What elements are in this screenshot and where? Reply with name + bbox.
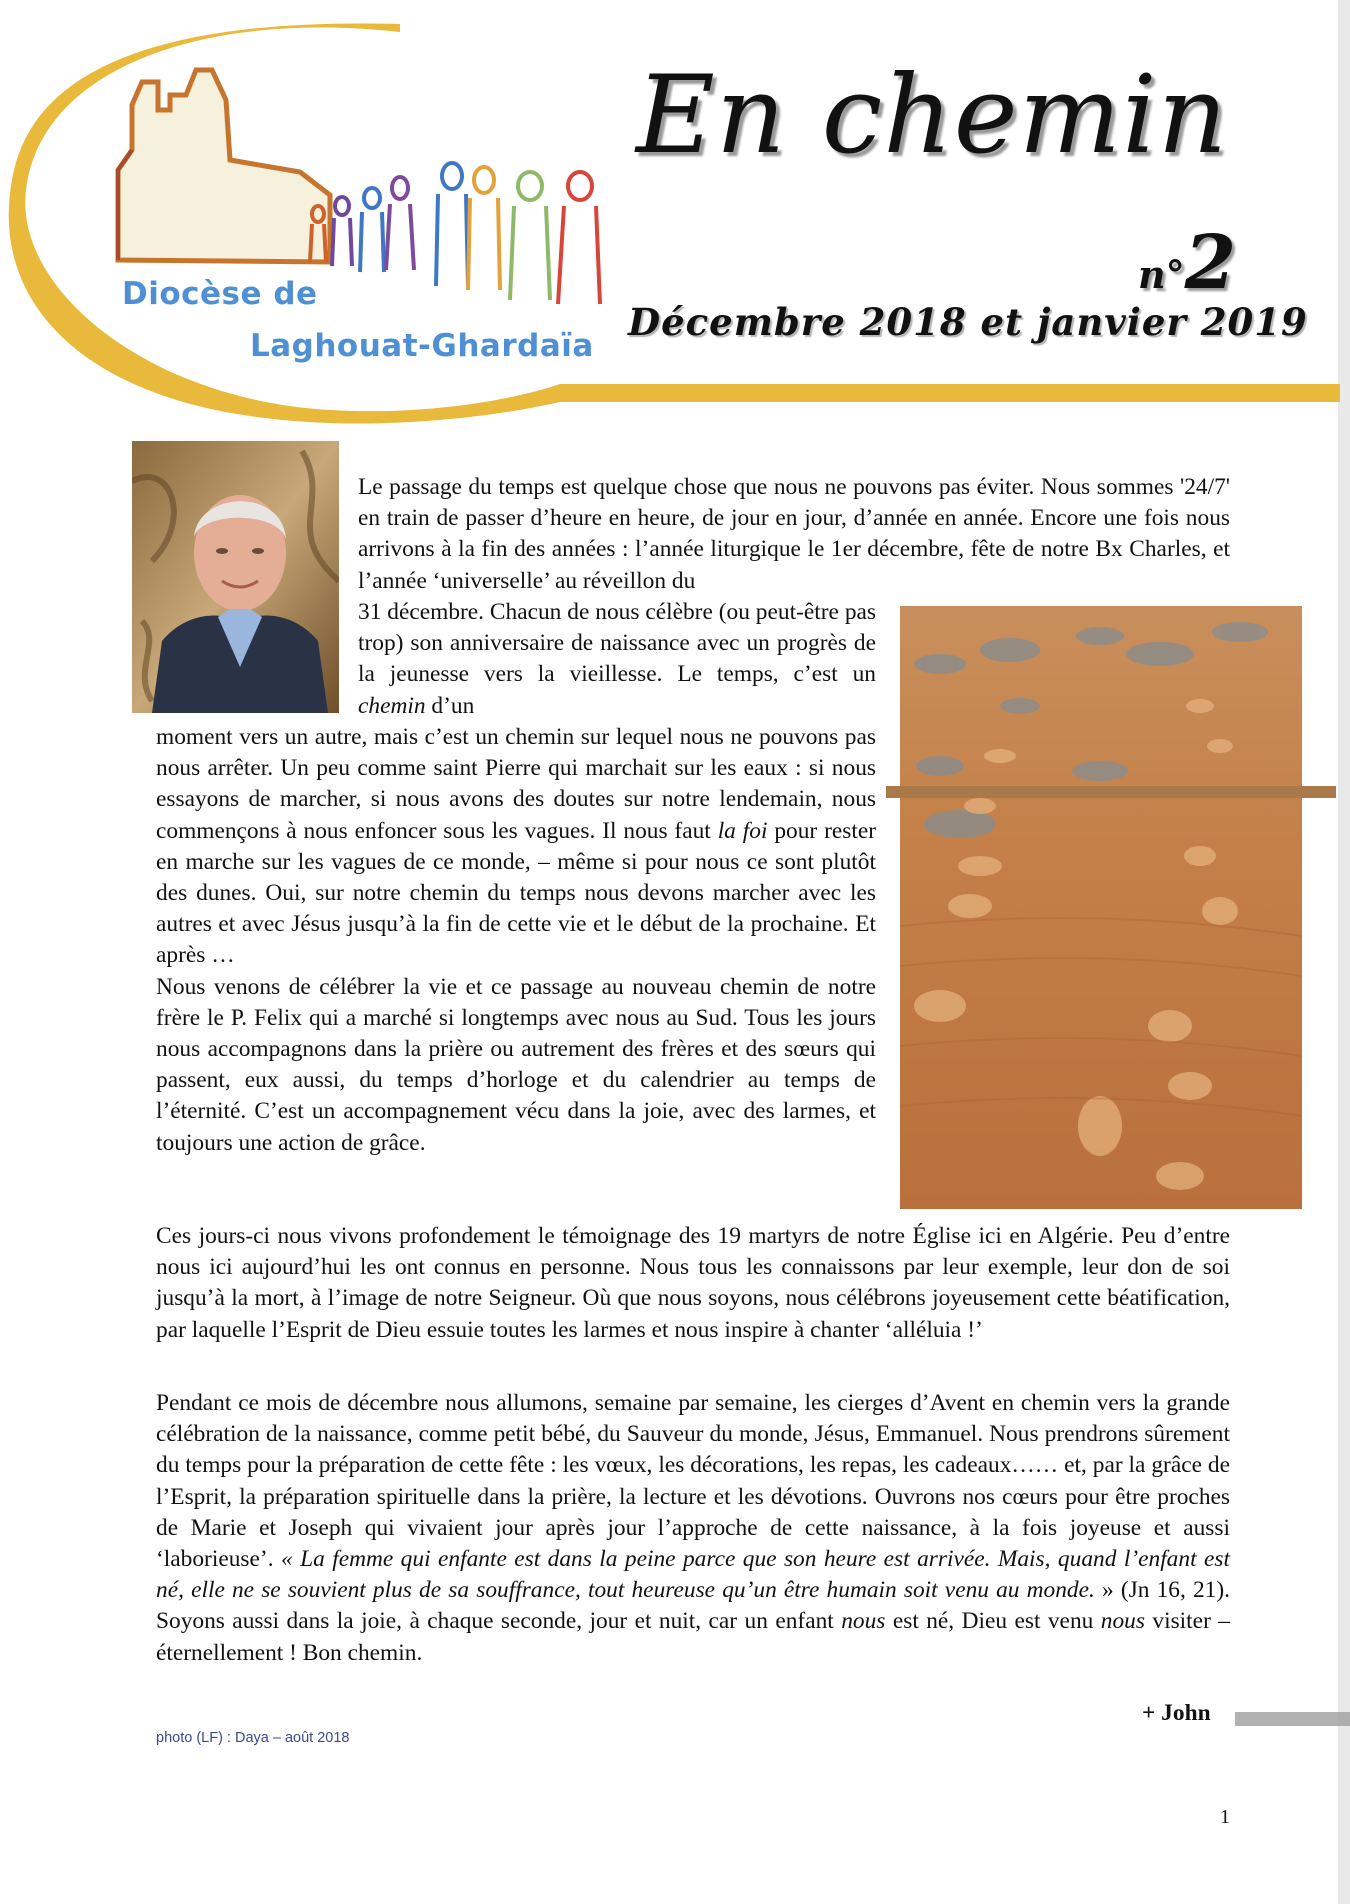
p1-after-chemin: d’un xyxy=(431,692,475,719)
article-paragraph-1-and-2 xyxy=(156,722,876,1159)
photo-caption: photo (LF) : Daya – août 2018 xyxy=(156,1730,350,1746)
p1-rest-b: pour rester en marche sur les vagues de ce monde, – même si pour nous ce sont plutôt des dunes. Oui, sur notre chemin du temps nous devons marcher avec les autres et avec Jésus jusqu’à la fin de cette vie et le début de la prochaine. Et après … xyxy=(156,817,877,969)
issue-prefix: n° xyxy=(1138,252,1185,297)
issue-number xyxy=(1138,220,1236,306)
issue-date: Décembre 2018 et janvier 2019 xyxy=(628,300,1308,344)
article-intro xyxy=(358,472,1230,597)
intro-text: Le passage du temps est quelque chose que nous ne pouvons pas éviter. Nous sommes '24/7' en train de passer d’heure en heure, de jour en jour, d’année en année. Encore une fois nous arrivons à la fin des années : l’année liturgique le 1er décembre, fête de notre Bx Charles, et l’année ‘universelle’ au réveillon du xyxy=(358,474,1230,594)
la-foi-emphasis: la foi xyxy=(717,817,768,844)
p4-b: » (Jn 16, 21). Soyons aussi dans la joie, à chaque seconde, jour et nuit, car un enfant xyxy=(156,1577,1230,1635)
paragraph-1-continued xyxy=(156,722,876,972)
signature-artifact xyxy=(1235,1712,1350,1726)
paragraph-1-narrow-text xyxy=(358,597,876,722)
paragraph-2: Nous venons de célébrer la vie et ce passage au nouveau chemin de notre frère le P. Felix qui a marché si longtemps avec nous au Sud. Tous les jours nous accompagnons dans la prière ou autrement des frères et des sœurs qui passent, eux aussi, du temps d’horloge et du calendrier au temps de l’éternité. C’est un accompagnement vécu dans la joie, avec des larmes, et toujours une action de grâce. xyxy=(156,973,876,1156)
p4-d: visiter – éternellement ! Bon chemin. xyxy=(156,1608,1230,1666)
portrait-photo xyxy=(132,441,339,713)
nous-emphasis-1: nous xyxy=(841,1608,886,1635)
gospel-quote: « La femme qui enfante est dans la peine parce que son heure est arrivée. Mais, quand l’enfant est né, elle ne se souvient plus de sa souffrance, tout heureuse qu’un être humain soit venu au monde. xyxy=(156,1546,1230,1604)
p4-a: Pendant ce mois de décembre nous allumons, semaine par semaine, les cierges d’Avent en chemin vers la grande célébration de la naissance, comme petit bébé, du Sauveur du monde, Jésus, Emmanuel. Nous prendrons sûrement du temps pour la préparation de cette fête : les vœux, les décorations, les repas, les cadeaux…… et, par la grâce de l’Esprit, la préparation spirituelle dans la prière, la lecture et les dévotions. Ouvrons nos cœurs pour être proches de Marie et Joseph qui vivaient jour après jour l’approche de cette naissance, à la fois joyeuse et aussi ‘laborieuse’. xyxy=(156,1390,1230,1573)
p4-c: est né, Dieu est venu xyxy=(892,1608,1094,1635)
nous-emphasis-2: nous xyxy=(1100,1608,1145,1635)
church-silhouette xyxy=(118,70,330,262)
p1-rest-a: moment vers un autre, mais c’est un chemin sur lequel nous ne pouvons pas nous arrêter. Un peu comme saint Pierre qui marchait sur les eaux : si nous essayons de marcher, si nous avons des doutes sur notre lendemain, nous commençons à nous enfoncer sous les vagues. Il nous faut xyxy=(156,724,876,844)
header xyxy=(0,0,1350,440)
diocese-name-line2: Laghouat-Ghardaïa xyxy=(250,328,594,364)
image-artifact xyxy=(886,786,1336,798)
diocese-name-line1: Diocèse de xyxy=(122,276,318,312)
article-paragraph-3 xyxy=(156,1221,1230,1346)
page-number: 1 xyxy=(1220,1806,1230,1828)
article-paragraph-4 xyxy=(156,1388,1230,1669)
desert-footprints-photo xyxy=(900,606,1302,1209)
article-paragraph-1-narrow xyxy=(358,597,876,722)
paragraph-4-text xyxy=(156,1388,1230,1669)
newsletter-title: En chemin xyxy=(636,53,1229,178)
people-figures xyxy=(310,163,600,304)
chemin-emphasis: chemin xyxy=(358,692,426,719)
signature: + John xyxy=(1142,1700,1211,1726)
p1-narrow-text: 31 décembre. Chacun de nous célèbre (ou peut-être pas trop) son anniversaire de naissance avec un progrès de la jeunesse vers la vieillesse. Le temps, c’est un xyxy=(358,599,876,688)
paragraph-3-text: Ces jours-ci nous vivons profondement le témoignage des 19 martyrs de notre Église ici en Algérie. Peu d’entre nous ici aujourd’hui les ont connus en personne. Nous tous les connaissons par leur exemple, leur don de soi jusqu’à la mort, à l’image de notre Seigneur. Où que nous soyons, nous célébrons joyeusement cette béatification, par laquelle l’Esprit de Dieu essuie toutes les larmes et nous inspire à chanter ‘alléluia !’ xyxy=(156,1223,1230,1343)
issue-number-value: 2 xyxy=(1184,220,1237,306)
